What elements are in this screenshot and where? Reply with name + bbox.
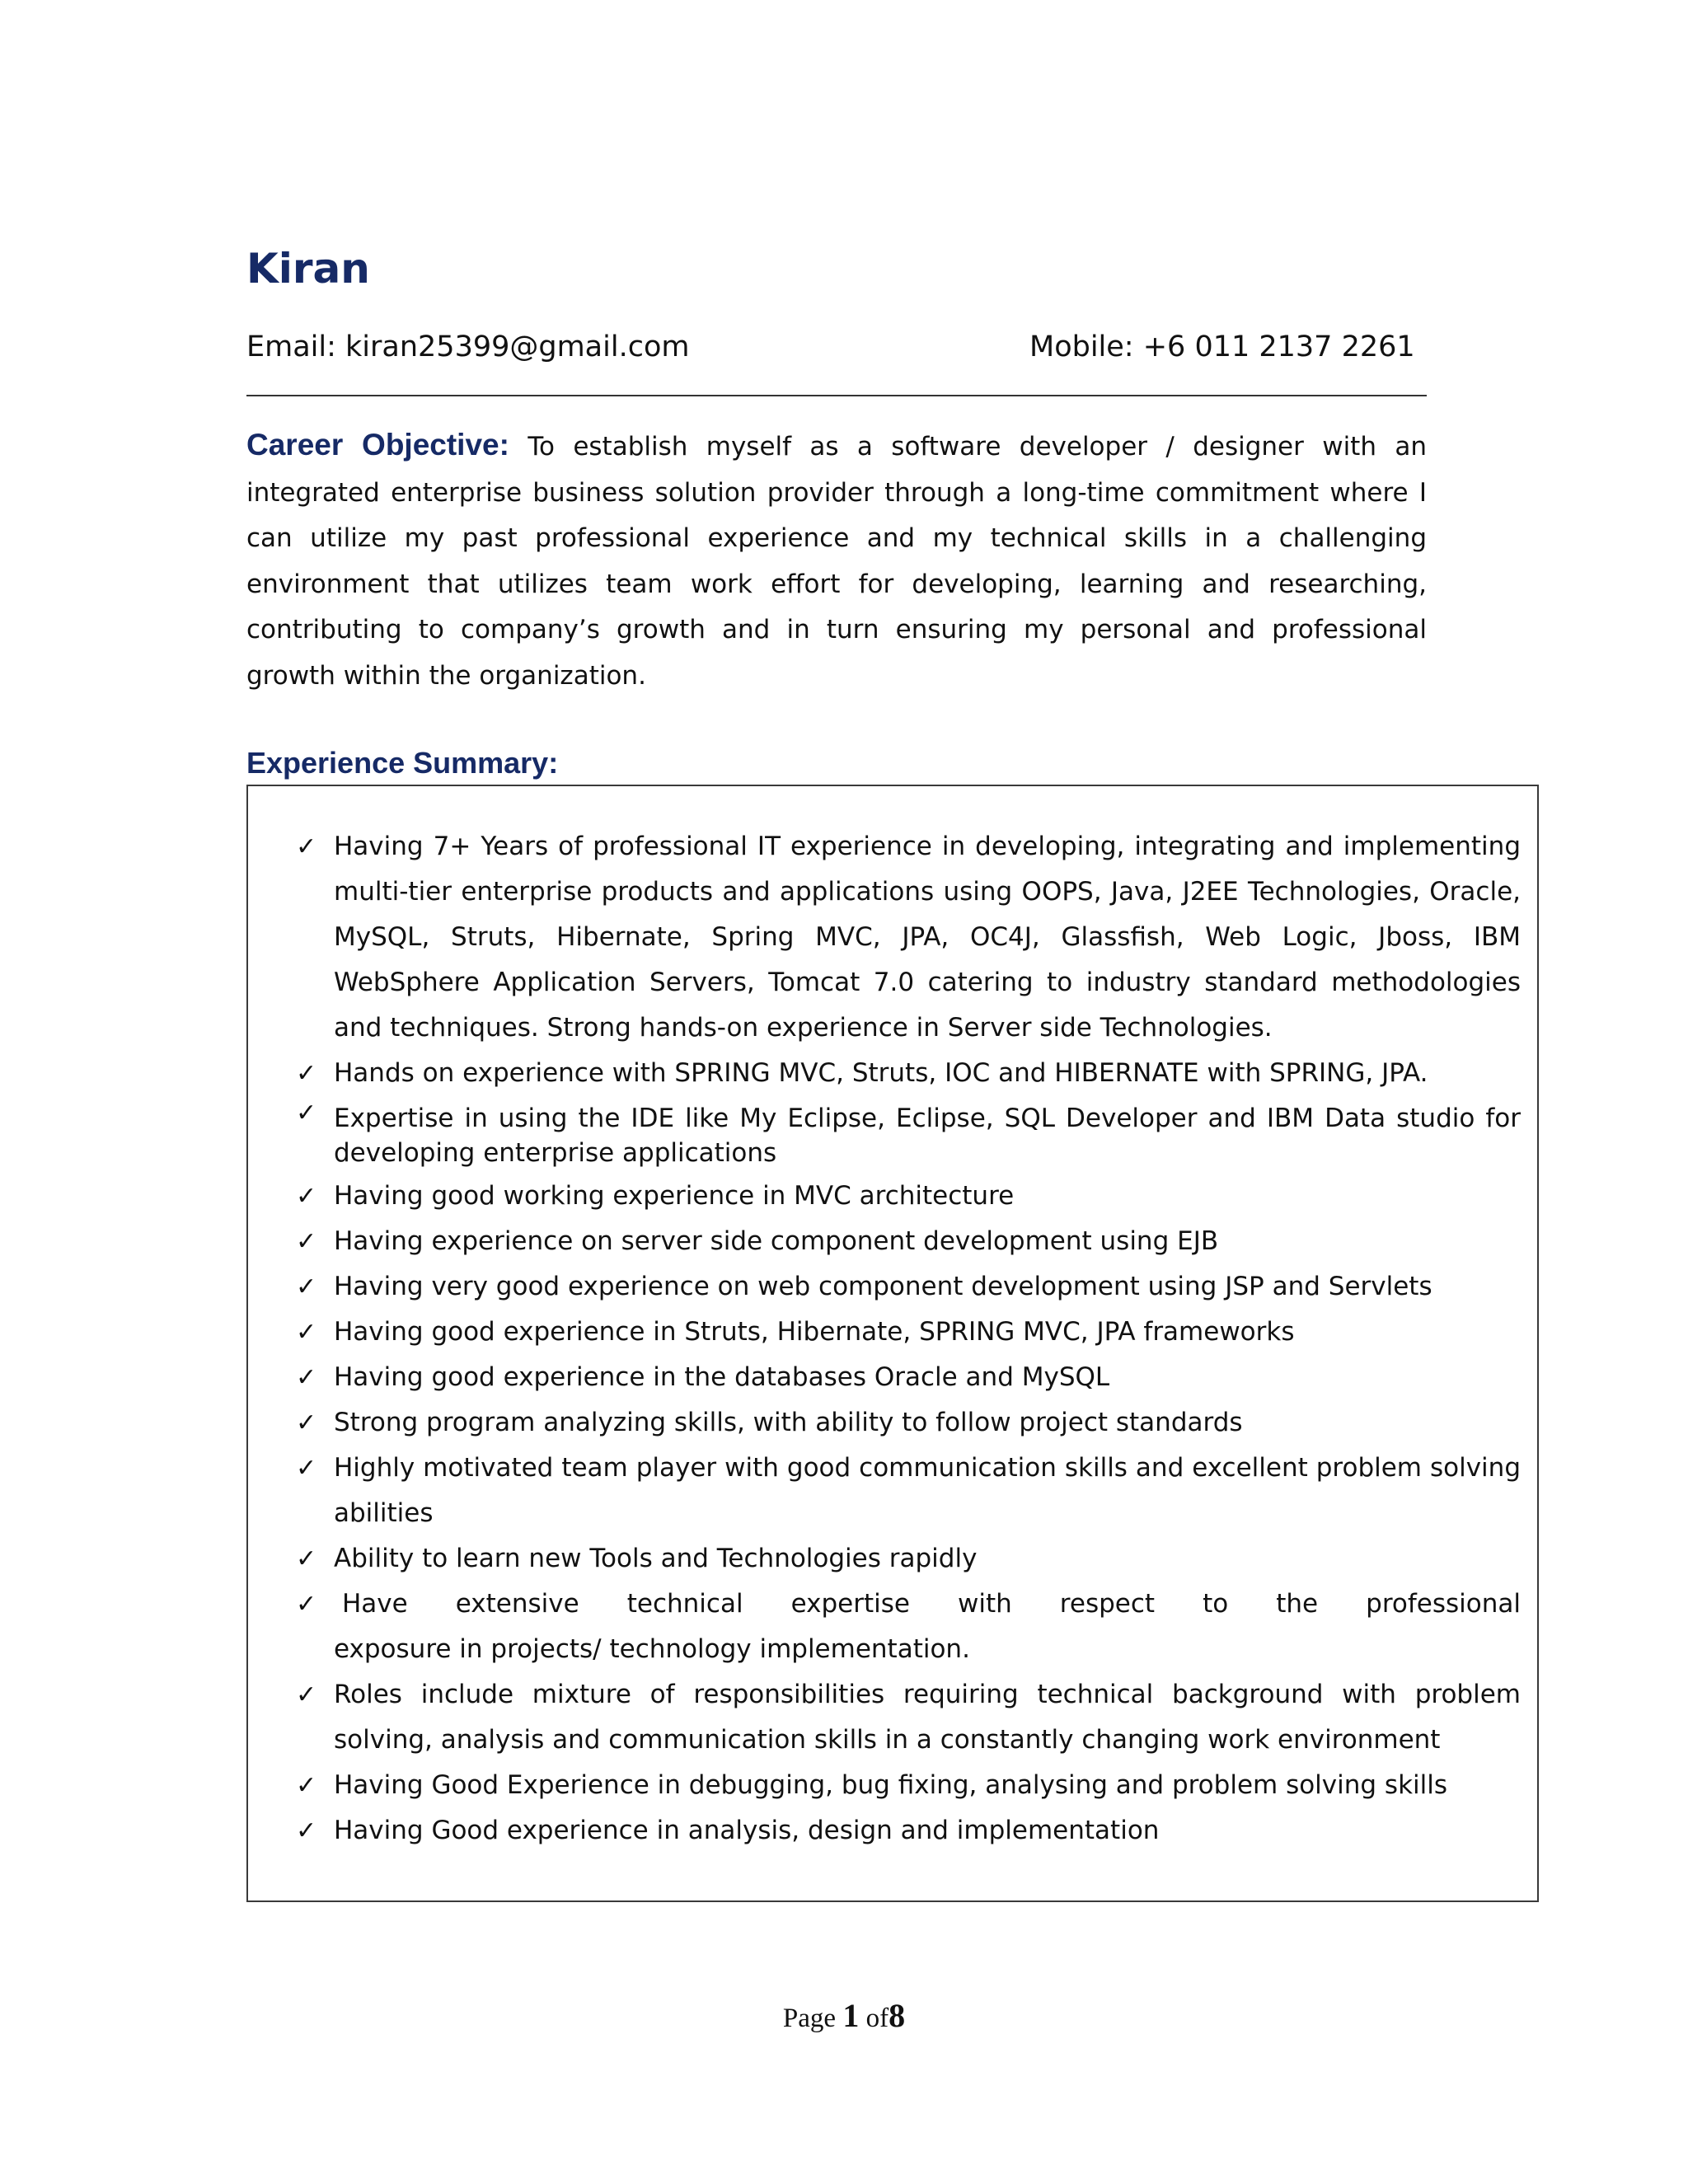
list-item (248, 1808, 1537, 1854)
header-divider (246, 395, 1427, 396)
checkmark-icon: ✓ (296, 1816, 317, 1845)
checkmark-icon: ✓ (296, 1680, 317, 1709)
checkmark-icon: ✓ (296, 1272, 317, 1301)
of-label: of (865, 2004, 889, 2033)
page-footer (0, 1996, 1688, 2035)
experience-summary-list (248, 824, 1537, 1854)
list-item-text: Have extensive technical expertise with respect to the professional (342, 1589, 1521, 1619)
list-item (248, 1096, 1537, 1174)
mobile-text: Mobile: +6 011 2137 2261 (1029, 330, 1415, 363)
experience-summary-heading: Experience Summary: (246, 746, 559, 780)
list-item (248, 1536, 1537, 1582)
list-item-text: Hands on experience with SPRING MVC, Struts, IOC and HIBERNATE with SPRING, JPA. (334, 1058, 1428, 1088)
list-item (248, 1582, 1537, 1672)
experience-summary-box (246, 785, 1539, 1902)
email-text: Email: kiran25399@gmail.com (246, 330, 690, 363)
career-objective-text: To establish myself as a software developer / designer with an integrated enterprise business solution provider through a long-time commitment where I can utilize my past professional experience and my technical skills in a challenging environment that utilizes team work effort for developing, learning and researching, contributing to company’s growth and in turn ensuring my personal and professional growth within the organization. (246, 432, 1427, 691)
list-item-text: Having 7+ Years of professional IT experience in developing, integrating and implementing multi-tier enterprise products and applications using OOPS, Java, J2EE Technologies, Oracle, MySQL, Struts, Hibernate, Spring MVC, JPA, OC4J, Glassfish, Web Logic, Jboss, IBM WebSphere Application Servers, Tomcat 7.0 catering to industry standard methodologies and techniques. Strong hands-on experience in Server side Technologies. (334, 832, 1521, 1043)
list-item (248, 1355, 1537, 1400)
list-item (248, 1264, 1537, 1310)
checkmark-icon: ✓ (296, 1182, 317, 1211)
checkmark-icon: ✓ (296, 832, 317, 861)
list-item (248, 1446, 1537, 1536)
checkmark-icon: ✓ (296, 1408, 317, 1437)
career-objective-paragraph (246, 422, 1427, 699)
list-item (248, 824, 1537, 1051)
list-item (248, 1174, 1537, 1219)
total-pages-number: 8 (889, 1997, 906, 2034)
checkmark-icon: ✓ (296, 1771, 317, 1800)
checkmark-icon: ✓ (296, 1590, 317, 1619)
list-item (248, 1310, 1537, 1355)
list-item-text: Having very good experience on web component development using JSP and Servlets (334, 1272, 1432, 1301)
list-item-text: Having good experience in the databases Oracle and MySQL (334, 1362, 1110, 1392)
list-item (248, 1672, 1537, 1763)
checkmark-icon: ✓ (296, 1363, 317, 1392)
list-item-text: Ability to learn new Tools and Technologies rapidly (334, 1544, 978, 1573)
list-item-text: Having Good Experience in debugging, bug fixing, analysing and problem solving skills (334, 1770, 1448, 1800)
checkmark-icon: ✓ (296, 1318, 317, 1347)
checkmark-icon: ✓ (296, 1227, 317, 1256)
list-item-text: Having experience on server side component development using EJB (334, 1226, 1219, 1256)
list-item-text: Strong program analyzing skills, with ability to follow project standards (334, 1408, 1243, 1437)
list-item (248, 1219, 1537, 1264)
contact-row (246, 326, 1415, 368)
checkmark-icon: ✓ (296, 1454, 317, 1483)
list-item-text: Having good working experience in MVC architecture (334, 1181, 1015, 1211)
list-item-text: Having Good experience in analysis, design and implementation (334, 1816, 1160, 1845)
list-item-text: Highly motivated team player with good communication skills and excellent problem solving abilities (334, 1453, 1521, 1528)
list-item-text: Having good experience in Struts, Hibernate, SPRING MVC, JPA frameworks (334, 1317, 1295, 1347)
page-label: Page (782, 2004, 837, 2033)
checkmark-icon: ✓ (296, 1544, 317, 1573)
checkmark-icon: ✓ (296, 1099, 317, 1127)
career-objective-colon: : (499, 428, 509, 462)
list-item (248, 1051, 1537, 1096)
career-objective-heading (246, 428, 509, 462)
list-item-text: Expertise in using the IDE like My Eclipse, Eclipse, SQL Developer and IBM Data studio for developing enterprise applications (334, 1104, 1521, 1168)
candidate-name: Kiran (246, 245, 370, 293)
list-item (248, 1763, 1537, 1808)
list-item-text: Roles include mixture of responsibilities requiring technical background with problem solving, analysis and communication skills in a constantly changing work environment (334, 1680, 1521, 1755)
current-page-number: 1 (842, 1997, 860, 2034)
list-item (248, 1400, 1537, 1446)
list-item-text-continued: exposure in projects/ technology implementation. (334, 1634, 970, 1664)
career-objective-heading-label: Career Objective (246, 428, 499, 462)
checkmark-icon: ✓ (296, 1059, 317, 1088)
